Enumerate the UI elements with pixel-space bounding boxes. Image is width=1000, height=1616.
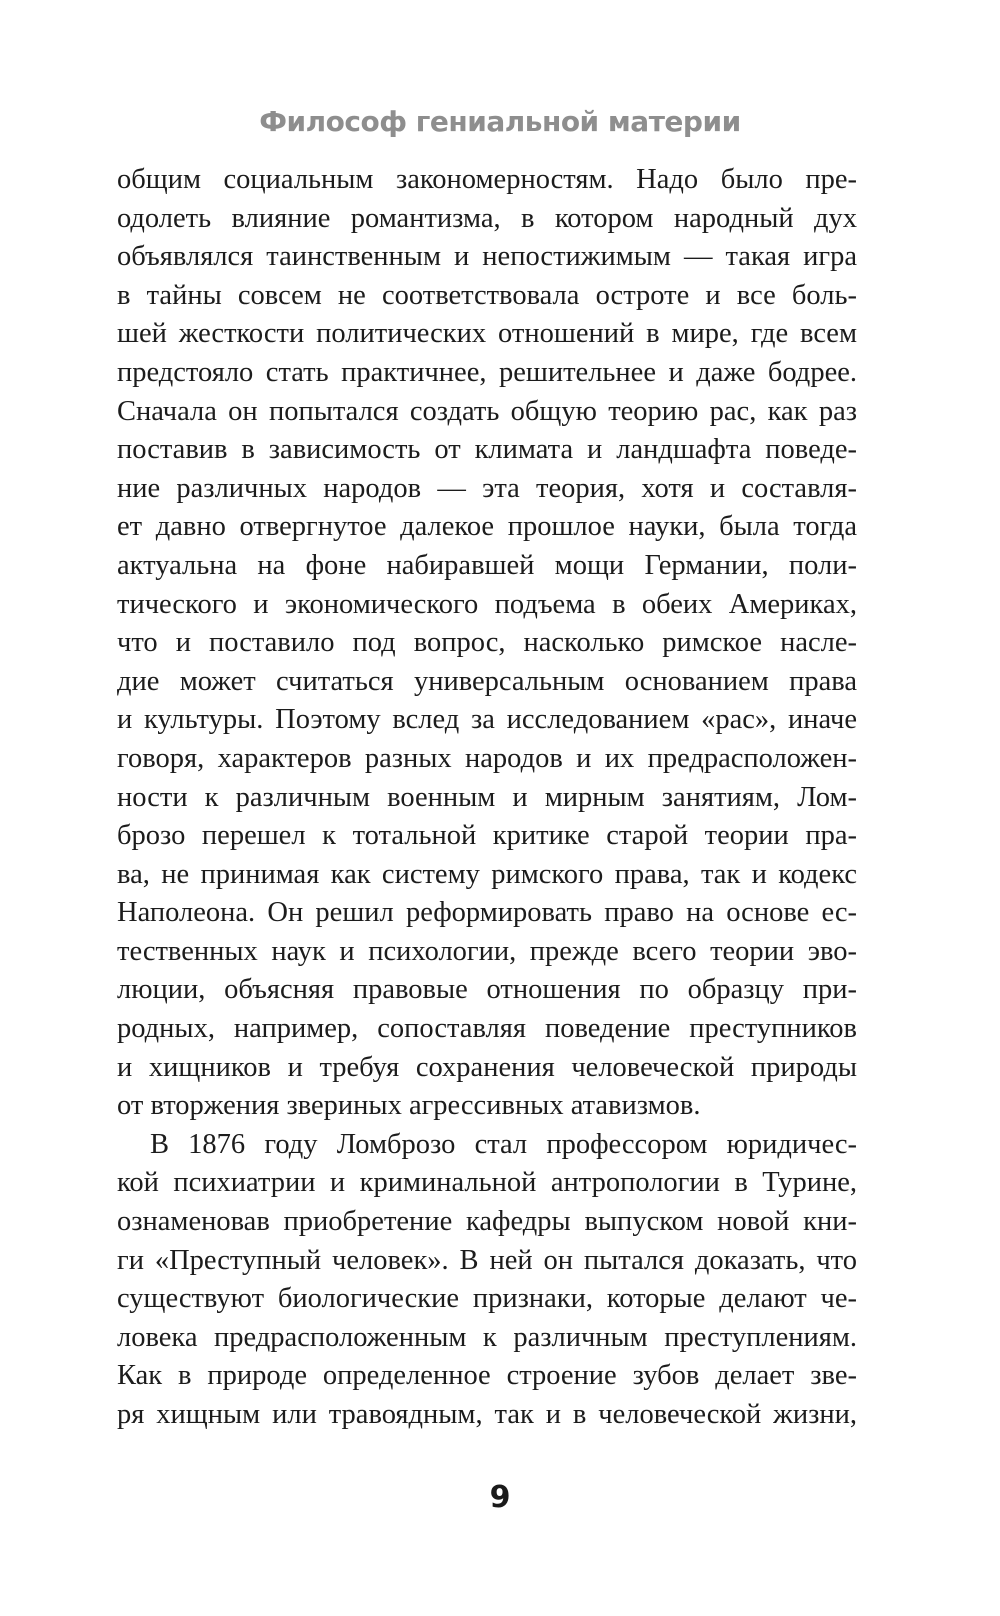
text-line: брозо перешел к тотальной критике старой теории пра- — [117, 820, 857, 852]
text-line: в тайны совсем не соответствовала остроте и все боль- — [117, 279, 857, 311]
text-line: говоря, характеров разных народов и их предрасположен- — [117, 742, 857, 774]
text-line: ние различных народов — эта теория, хотя и составля- — [117, 472, 857, 504]
text-line: что и поставило под вопрос, насколько римское насле- — [117, 627, 857, 659]
text-line: объявлялся таинственным и непостижимым — такая игра — [117, 241, 857, 273]
text-line: ознаменовав приобретение кафедры выпуском новой кни- — [117, 1206, 857, 1238]
text-line: и хищников и требуя сохранения человеческой природы — [117, 1051, 857, 1083]
text-line: родных, например, сопоставляя поведение преступников — [117, 1013, 857, 1045]
text-line: актуальна на фоне набиравшей мощи Германии, поли- — [117, 549, 857, 581]
text-line: В 1876 году Ломброзо стал профессором юридичес- — [150, 1128, 857, 1160]
text-line: предстояло стать практичнее, решительнее и даже бодрее. — [117, 356, 857, 388]
text-line: шей жесткости политических отношений в мире, где всем — [117, 318, 857, 350]
text-line: люции, объясняя правовые отношения по образцу при- — [117, 974, 857, 1006]
paragraph-1 — [117, 161, 857, 1126]
text-line: ги «Преступный человек». В ней он пытался доказать, что — [117, 1244, 857, 1276]
text-line: дие может считаться универсальным основанием права — [117, 665, 857, 697]
text-line: существуют биологические признаки, которые делают че- — [117, 1283, 857, 1315]
text-line: поставив в зависимость от климата и ландшафта поведе- — [117, 434, 857, 466]
text-line: Наполеона. Он решил реформировать право на основе ес- — [117, 897, 857, 929]
body-text — [117, 161, 857, 1435]
text-line: ловека предрасположенным к различным преступлениям. — [117, 1321, 857, 1353]
paragraph-2 — [117, 1126, 857, 1435]
text-line: кой психиатрии и криминальной антропологии в Турине, — [117, 1167, 857, 1199]
text-line: одолеть влияние романтизма, в котором народный дух — [117, 202, 857, 234]
text-line: и культуры. Поэтому вслед за исследованием «рас», иначе — [117, 704, 857, 736]
page-number: 9 — [489, 1480, 511, 1515]
text-line: ва, не принимая как систему римского права, так и кодекс — [117, 858, 857, 890]
text-line: общим социальным закономерностям. Надо было пре- — [117, 164, 857, 195]
text-line: тественных наук и психологии, прежде всего теории эво- — [117, 935, 857, 967]
text-line: тического и экономического подъема в обеих Америках, — [117, 588, 857, 620]
text-line: ности к различным военным и мирным занятиям, Лом- — [117, 781, 857, 813]
text-line: ря хищным или травоядным, так и в человеческой жизни, — [117, 1399, 857, 1430]
text-line: от вторжения звериных агрессивных атавизмов. — [117, 1090, 701, 1122]
running-head: Философ гениальной материи — [259, 105, 741, 138]
text-line: Как в природе определенное строение зубов делает зве- — [117, 1360, 857, 1392]
text-line: ет давно отвергнутое далекое прошлое науки, была тогда — [117, 511, 857, 543]
text-line: Сначала он попытался создать общую теорию рас, как раз — [117, 395, 857, 427]
